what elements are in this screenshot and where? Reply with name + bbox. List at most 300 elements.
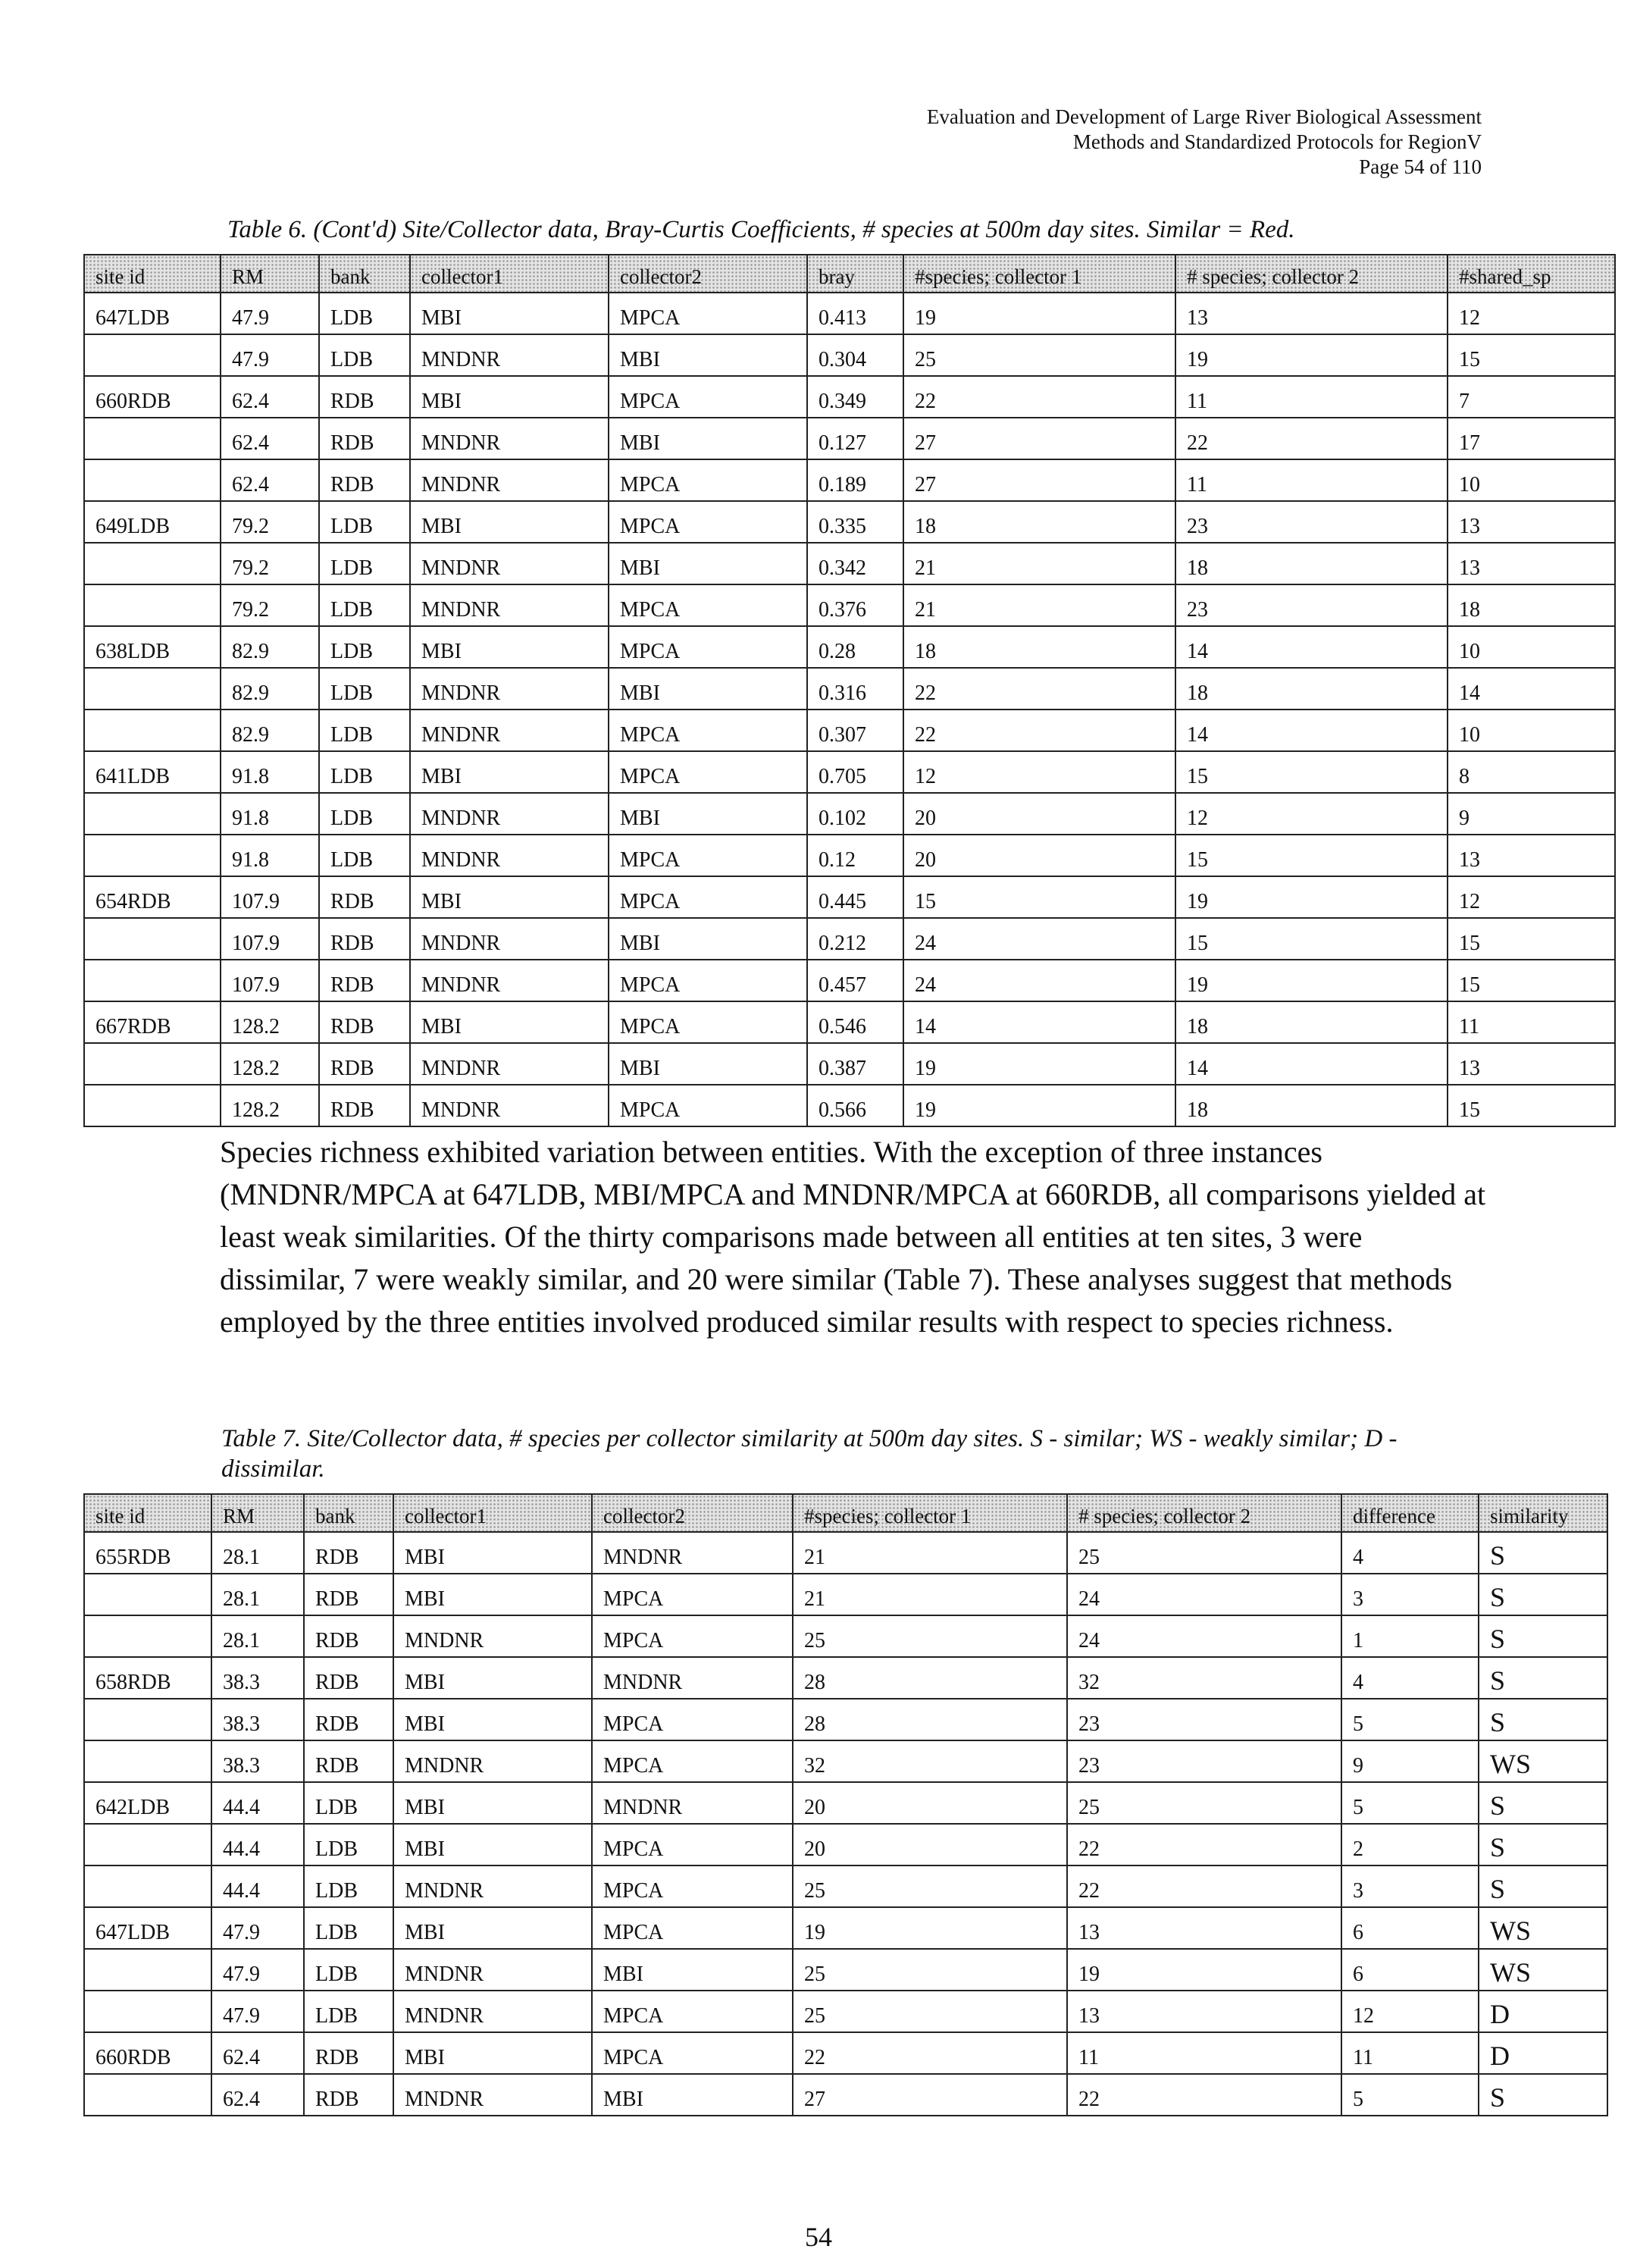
table-cell: MNDNR [410,793,609,835]
table-row [84,334,1615,376]
table-cell [84,543,221,584]
table-cell: 47.9 [211,1991,304,2032]
table-cell: 22 [1067,1865,1341,1907]
table-cell: 107.9 [221,918,319,960]
table-cell: MPCA [609,1085,807,1126]
table-cell [84,1740,211,1782]
column-header: site id [84,255,221,293]
table-cell [84,1574,211,1615]
table-cell: 10 [1448,626,1615,668]
table-cell: 28 [793,1699,1067,1740]
table-cell: 79.2 [221,543,319,584]
table-cell: MPCA [609,835,807,876]
table-cell: 19 [1175,876,1448,918]
table-row [84,626,1615,668]
table-cell: LDB [319,793,410,835]
table-cell: MBI [410,376,609,418]
table-cell: 79.2 [221,584,319,626]
table-cell: 11 [1341,2032,1479,2074]
table-cell: S [1479,1615,1607,1657]
table-cell: 47.9 [221,334,319,376]
table-cell: 24 [1067,1574,1341,1615]
table-cell: 22 [1175,418,1448,459]
table-cell: 647LDB [84,1907,211,1949]
table-cell: 82.9 [221,626,319,668]
column-header: collector1 [393,1494,592,1532]
table-cell: MNDNR [410,668,609,710]
table-cell: 62.4 [221,376,319,418]
table-cell: 0.12 [807,835,903,876]
table-cell: 24 [903,960,1175,1001]
table-cell: 15 [1448,1085,1615,1126]
table-cell: 0.212 [807,918,903,960]
table-cell: 0.28 [807,626,903,668]
table-cell: 18 [1175,1085,1448,1126]
table-row [84,1949,1607,1991]
table-row [84,2032,1607,2074]
table-cell: 2 [1341,1824,1479,1865]
table-cell: 3 [1341,1574,1479,1615]
table-cell: MBI [393,1782,592,1824]
column-header: bank [304,1494,393,1532]
table-cell: MNDNR [410,459,609,501]
table-cell: 22 [1067,1824,1341,1865]
table-cell: 14 [1175,626,1448,668]
table-cell: 21 [793,1532,1067,1574]
table-cell: 0.457 [807,960,903,1001]
table-cell [84,334,221,376]
table-cell: MNDNR [393,1865,592,1907]
table-cell: LDB [319,751,410,793]
table-cell: 0.342 [807,543,903,584]
table-cell: 11 [1448,1001,1615,1043]
table-cell: 12 [1448,876,1615,918]
table-cell: 13 [1448,543,1615,584]
table-cell: 23 [1067,1699,1341,1740]
table-cell: LDB [304,1991,393,2032]
table-cell: MBI [410,626,609,668]
table-row [84,710,1615,751]
table-cell: MPCA [609,710,807,751]
table-cell [84,2074,211,2116]
table-row [84,501,1615,543]
table-cell: 47.9 [221,293,319,334]
table-row [84,376,1615,418]
table-cell: 82.9 [221,668,319,710]
table-cell: 647LDB [84,293,221,334]
table-cell: MPCA [592,2032,793,2074]
table6-body [84,293,1615,1126]
table-cell: 12 [1341,1991,1479,2032]
table-cell: MPCA [592,1907,793,1949]
table-cell: 0.705 [807,751,903,793]
table-cell: 12 [1448,293,1615,334]
table-row [84,1907,1607,1949]
table-cell: MPCA [609,1001,807,1043]
table-cell: MNDNR [410,918,609,960]
table-row [84,751,1615,793]
table-row [84,459,1615,501]
table-cell: LDB [319,668,410,710]
table-cell: MBI [410,751,609,793]
table-cell: MBI [393,1657,592,1699]
running-header [724,105,1482,180]
table-cell: LDB [319,501,410,543]
table-cell: 0.546 [807,1001,903,1043]
table-cell: 0.566 [807,1085,903,1126]
table-cell: 107.9 [221,876,319,918]
table-cell: 44.4 [211,1865,304,1907]
table-cell: MBI [609,793,807,835]
table-cell [84,1699,211,1740]
table-cell: MPCA [609,626,807,668]
table-cell: 18 [1448,584,1615,626]
table-cell: 15 [1448,334,1615,376]
table-cell: RDB [319,1001,410,1043]
table-row [84,293,1615,334]
table-row [84,418,1615,459]
table-cell: RDB [319,918,410,960]
table-row [84,2074,1607,2116]
table-cell: 0.307 [807,710,903,751]
table-cell: 20 [903,793,1175,835]
table-row [84,1657,1607,1699]
table6-header-row [84,255,1615,293]
body-paragraph: Species richness exhibited variation between entities. With the exception of three instances (MNDNR/MPCA at 647LDB, MBI/MPCA and MNDNR/MPCA at 660RDB, all comparisons yielded at least weak similarities. Of the thirty comparisons made between all entities at ten sites, 3 were dissimilar, 7 were weakly similar, and 20 were similar (Table 7). These analyses suggest that methods employed by the three entities involved produced similar results with respect to species richness. [220,1135,1486,1339]
table-cell: RDB [319,418,410,459]
table-cell: 62.4 [221,418,319,459]
table-cell: 638LDB [84,626,221,668]
table-cell: 15 [1175,835,1448,876]
table-cell: 5 [1341,2074,1479,2116]
table-cell: WS [1479,1740,1607,1782]
table-cell: 5 [1341,1782,1479,1824]
table-cell: 6 [1341,1949,1479,1991]
table-cell: 13 [1448,501,1615,543]
table-cell: 25 [793,1615,1067,1657]
table-row [84,918,1615,960]
table-cell: 19 [793,1907,1067,1949]
table-cell: MPCA [609,584,807,626]
table-cell [84,1949,211,1991]
table-cell: 0.127 [807,418,903,459]
table-cell: 25 [793,1865,1067,1907]
column-header: similarity [1479,1494,1607,1532]
table-cell: MNDNR [393,1615,592,1657]
table-cell: RDB [304,1615,393,1657]
table-cell: 18 [1175,543,1448,584]
column-header: collector2 [609,255,807,293]
table-cell: 44.4 [211,1824,304,1865]
table-cell: MBI [393,2032,592,2074]
table-cell: MPCA [609,293,807,334]
table-cell: 3 [1341,1865,1479,1907]
table-cell: RDB [319,1043,410,1085]
table-cell: MPCA [592,1740,793,1782]
table-cell: MNDNR [410,710,609,751]
column-header: # species; collector 2 [1175,255,1448,293]
table-cell: 4 [1341,1532,1479,1574]
table-cell: MBI [410,876,609,918]
table-cell: 91.8 [221,835,319,876]
header-line-2: Methods and Standardized Protocols for RegionV [1072,130,1482,153]
table-cell: 0.387 [807,1043,903,1085]
table-cell: 38.3 [211,1699,304,1740]
column-header: difference [1341,1494,1479,1532]
table-cell: S [1479,1699,1607,1740]
table-cell: MPCA [609,501,807,543]
column-header: RM [221,255,319,293]
table-cell: 18 [903,501,1175,543]
table-cell: 13 [1448,1043,1615,1085]
table-cell [84,1043,221,1085]
table-cell [84,668,221,710]
table-cell: MNDNR [592,1532,793,1574]
table-cell: 11 [1175,376,1448,418]
table-cell: MPCA [592,1991,793,2032]
table-row [84,1532,1607,1574]
table-cell: 22 [903,376,1175,418]
table-cell: 10 [1448,459,1615,501]
table-cell: MBI [609,1043,807,1085]
table-cell: 641LDB [84,751,221,793]
table-cell: 38.3 [211,1740,304,1782]
table-cell: MBI [410,501,609,543]
table-cell: 27 [903,418,1175,459]
table-cell: 107.9 [221,960,319,1001]
table-cell: 22 [903,668,1175,710]
table-cell: 128.2 [221,1001,319,1043]
table-cell: MPCA [592,1574,793,1615]
table-cell: 9 [1341,1740,1479,1782]
table-cell: 0.189 [807,459,903,501]
table-cell: MPCA [592,1865,793,1907]
column-header: # species; collector 2 [1067,1494,1341,1532]
table-cell: 24 [1067,1615,1341,1657]
table-cell: 62.4 [211,2074,304,2116]
table-row [84,1615,1607,1657]
table-cell: 8 [1448,751,1615,793]
table-cell: 13 [1448,835,1615,876]
table-cell [84,418,221,459]
table-cell: MBI [609,668,807,710]
table-cell: MBI [393,1574,592,1615]
table-cell: 91.8 [221,793,319,835]
table-cell: MNDNR [393,1740,592,1782]
table-cell: LDB [304,1824,393,1865]
table-cell: MPCA [609,751,807,793]
table-cell: MPCA [609,876,807,918]
table-row [84,1782,1607,1824]
table6 [83,254,1616,1127]
table-cell: MBI [609,334,807,376]
table-row [84,1043,1615,1085]
table-cell: 19 [1067,1949,1341,1991]
table-cell: 0.376 [807,584,903,626]
table-row [84,584,1615,626]
table-cell: 18 [1175,668,1448,710]
table-cell: MPCA [592,1615,793,1657]
table-cell: 128.2 [221,1043,319,1085]
table-cell: 15 [1448,918,1615,960]
table-cell: MNDNR [592,1657,793,1699]
table-cell: 4 [1341,1657,1479,1699]
table-cell: 28.1 [211,1574,304,1615]
table-cell: 24 [903,918,1175,960]
table-row [84,1574,1607,1615]
table-cell: 19 [903,293,1175,334]
table-cell: 0.335 [807,501,903,543]
table-cell: LDB [319,835,410,876]
page-number: 54 [805,2222,832,2252]
table-row [84,543,1615,584]
table-cell: 82.9 [221,710,319,751]
table-cell: LDB [319,334,410,376]
table-cell [84,1085,221,1126]
table-cell: 15 [1175,751,1448,793]
table-cell: MBI [609,418,807,459]
table-cell: 25 [793,1991,1067,2032]
table-cell: S [1479,2074,1607,2116]
table-cell: MNDNR [410,1043,609,1085]
table-cell: 79.2 [221,501,319,543]
column-header: bray [807,255,903,293]
table-cell: 11 [1067,2032,1341,2074]
table-cell: 0.316 [807,668,903,710]
table-cell: 12 [903,751,1175,793]
table-cell: 13 [1175,293,1448,334]
table-cell: 5 [1341,1699,1479,1740]
table-cell: 91.8 [221,751,319,793]
table7-body [84,1532,1607,2116]
table-row [84,1085,1615,1126]
table-row [84,668,1615,710]
table-cell [84,459,221,501]
table-cell: LDB [304,1782,393,1824]
table7 [83,1493,1608,2116]
table-cell: MPCA [592,1824,793,1865]
table-cell: 22 [793,2032,1067,2074]
table-cell: 10 [1448,710,1615,751]
table-cell: MBI [592,1949,793,1991]
table-cell: MBI [410,1001,609,1043]
table-cell: MBI [393,1824,592,1865]
table-row [84,1824,1607,1865]
table-cell: MPCA [609,960,807,1001]
table-cell: 0.349 [807,376,903,418]
table-row [84,1865,1607,1907]
table-cell: 23 [1175,584,1448,626]
table-cell [84,1824,211,1865]
table-cell: 19 [1175,334,1448,376]
table-row [84,1991,1607,2032]
table-cell: 44.4 [211,1782,304,1824]
table-cell: RDB [304,1532,393,1574]
table-cell: 15 [903,876,1175,918]
table-cell: 22 [1067,2074,1341,2116]
table-cell: 25 [903,334,1175,376]
table-cell: 13 [1067,1991,1341,2032]
table-cell: 18 [1175,1001,1448,1043]
column-header: collector1 [410,255,609,293]
table-row [84,1699,1607,1740]
table-cell: 0.304 [807,334,903,376]
table-cell: 17 [1448,418,1615,459]
table-cell: MNDNR [410,418,609,459]
table-cell: 15 [1175,918,1448,960]
table-cell: 20 [793,1824,1067,1865]
table-cell: S [1479,1657,1607,1699]
table-cell: 23 [1067,1740,1341,1782]
table-cell: LDB [304,1907,393,1949]
table-cell: MNDNR [592,1782,793,1824]
table-cell: MNDNR [393,1991,592,2032]
table-cell: RDB [304,2032,393,2074]
column-header: #species; collector 1 [793,1494,1067,1532]
table-cell: 21 [903,584,1175,626]
table-cell: 128.2 [221,1085,319,1126]
table-cell: 19 [903,1043,1175,1085]
table-cell: 28.1 [211,1532,304,1574]
table-cell: RDB [319,459,410,501]
table-cell: MBI [393,1532,592,1574]
table-row [84,1001,1615,1043]
table-cell: RDB [304,1740,393,1782]
column-header: bank [319,255,410,293]
table-cell: MPCA [609,376,807,418]
table-cell: 654RDB [84,876,221,918]
table-cell: RDB [304,1699,393,1740]
column-header: #shared_sp [1448,255,1615,293]
table-cell: 28 [793,1657,1067,1699]
table-cell: 38.3 [211,1657,304,1699]
table-cell: MBI [609,543,807,584]
table-row [84,793,1615,835]
table-cell: 667RDB [84,1001,221,1043]
table-cell: 14 [1175,1043,1448,1085]
table-cell [84,918,221,960]
table-cell [84,960,221,1001]
table-cell [84,710,221,751]
table7-caption: Table 7. Site/Collector data, # species per collector similarity at 500m day sites. S - similar; WS - weakly similar; D - dissimilar. [221,1425,1398,1483]
table-cell: 642LDB [84,1782,211,1824]
table-cell: 1 [1341,1615,1479,1657]
table-cell: 32 [793,1740,1067,1782]
table-cell [84,793,221,835]
table-cell: S [1479,1824,1607,1865]
table-cell: 9 [1448,793,1615,835]
table-cell: 25 [1067,1532,1341,1574]
table-cell: MBI [393,1699,592,1740]
table-cell [84,1615,211,1657]
table-cell: 660RDB [84,2032,211,2074]
table-cell: 25 [793,1949,1067,1991]
table-cell: 14 [1448,668,1615,710]
table-cell: WS [1479,1907,1607,1949]
table-cell: S [1479,1865,1607,1907]
table-cell: S [1479,1782,1607,1824]
table-cell: LDB [319,543,410,584]
table-cell: RDB [304,1657,393,1699]
column-header: #species; collector 1 [903,255,1175,293]
table-cell: D [1479,1991,1607,2032]
table-cell: 13 [1067,1907,1341,1949]
table-cell: LDB [319,626,410,668]
table-cell: RDB [304,2074,393,2116]
table-cell: RDB [319,1085,410,1126]
table-cell: 0.413 [807,293,903,334]
column-header: site id [84,1494,211,1532]
